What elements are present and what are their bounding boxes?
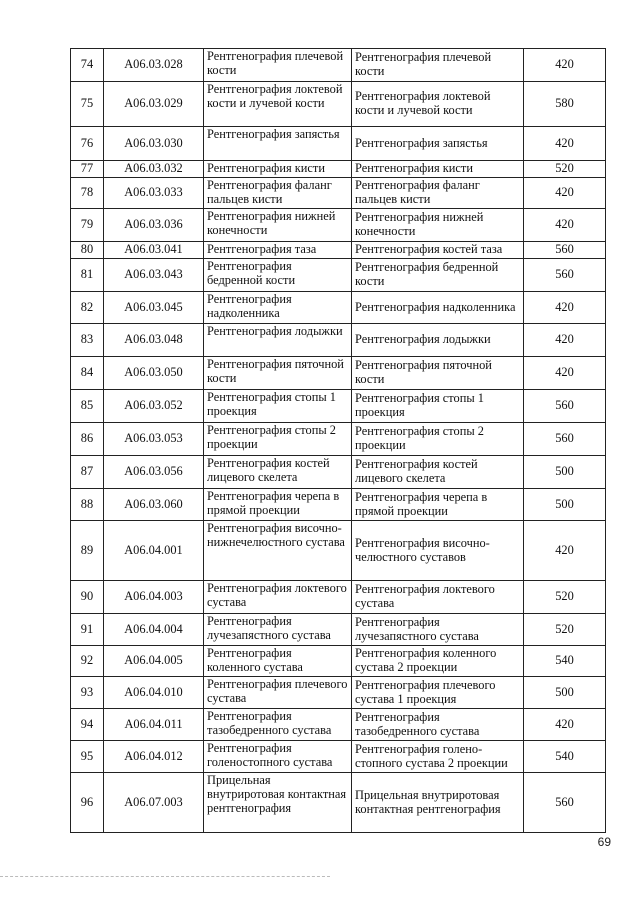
service-code-cell: A06.03.060 xyxy=(104,489,204,521)
service-description-cell: Рентгенография стопы 2 проекции xyxy=(352,423,524,456)
service-description-cell: Рентгенография кисти xyxy=(352,161,524,178)
table-row xyxy=(71,242,606,259)
price-cell: 500 xyxy=(524,456,606,489)
service-name-cell: Рентгенография тазобедренного сустава xyxy=(204,709,352,741)
service-description-cell: Рентгенография костей лицевого скелета xyxy=(352,456,524,489)
service-description-cell: Рентгенография коленного сустава 2 проекции xyxy=(352,646,524,677)
table-row xyxy=(71,209,606,242)
table-row xyxy=(71,489,606,521)
row-number-cell: 84 xyxy=(71,357,104,390)
row-number-cell: 95 xyxy=(71,741,104,773)
service-description-cell: Рентгенография голено-стопного сустава 2 проекции xyxy=(352,741,524,773)
table-row xyxy=(71,423,606,456)
service-description-cell: Рентгенография лучезапястного сустава xyxy=(352,614,524,646)
service-code-cell: A06.03.041 xyxy=(104,242,204,259)
table-row xyxy=(71,390,606,423)
service-code-cell: A06.03.028 xyxy=(104,49,204,82)
row-number-cell: 82 xyxy=(71,292,104,324)
service-name-cell: Рентгенография надколенника xyxy=(204,292,352,324)
service-code-cell: A06.03.052 xyxy=(104,390,204,423)
service-name-cell: Рентгенография лучезапястного сустава xyxy=(204,614,352,646)
service-code-cell: A06.04.012 xyxy=(104,741,204,773)
service-description-cell: Рентгенография нижней конечности xyxy=(352,209,524,242)
table-row xyxy=(71,456,606,489)
price-cell: 500 xyxy=(524,489,606,521)
row-number-cell: 93 xyxy=(71,677,104,709)
price-cell: 560 xyxy=(524,259,606,292)
service-code-cell: A06.07.003 xyxy=(104,773,204,833)
price-cell: 420 xyxy=(524,49,606,82)
service-code-cell: A06.04.010 xyxy=(104,677,204,709)
row-number-cell: 75 xyxy=(71,82,104,127)
table-row xyxy=(71,49,606,82)
service-code-cell: A06.03.032 xyxy=(104,161,204,178)
service-name-cell: Рентгенография голеностопного сустава xyxy=(204,741,352,773)
service-code-cell: A06.04.004 xyxy=(104,614,204,646)
table-row xyxy=(71,614,606,646)
service-code-cell: A06.03.048 xyxy=(104,324,204,357)
service-code-cell: A06.03.045 xyxy=(104,292,204,324)
table-body xyxy=(71,49,606,833)
service-code-cell: A06.03.033 xyxy=(104,178,204,209)
service-description-cell: Рентгенография плечевой кости xyxy=(352,49,524,82)
service-code-cell: A06.03.043 xyxy=(104,259,204,292)
service-description-cell: Прицельная внутриротовая контактная рентгенография xyxy=(352,773,524,833)
service-name-cell: Рентгенография лодыжки xyxy=(204,324,352,357)
service-code-cell: A06.03.030 xyxy=(104,127,204,161)
service-name-cell: Рентгенография плечевой кости xyxy=(204,49,352,82)
service-code-cell: A06.03.029 xyxy=(104,82,204,127)
table-row xyxy=(71,521,606,581)
row-number-cell: 76 xyxy=(71,127,104,161)
table-row xyxy=(71,161,606,178)
row-number-cell: 85 xyxy=(71,390,104,423)
service-name-cell: Рентгенография локтевого сустава xyxy=(204,581,352,614)
row-number-cell: 90 xyxy=(71,581,104,614)
page-number: 69 xyxy=(597,835,611,849)
table-row xyxy=(71,773,606,833)
row-number-cell: 89 xyxy=(71,521,104,581)
service-name-cell: Прицельная внутриротовая контактная рентгенография xyxy=(204,773,352,833)
row-number-cell: 88 xyxy=(71,489,104,521)
price-cell: 560 xyxy=(524,390,606,423)
service-description-cell: Рентгенография пяточной кости xyxy=(352,357,524,390)
price-cell: 580 xyxy=(524,82,606,127)
service-name-cell: Рентгенография височно-нижнечелюстного сустава xyxy=(204,521,352,581)
service-code-cell: A06.03.036 xyxy=(104,209,204,242)
service-name-cell: Рентгенография фаланг пальцев кисти xyxy=(204,178,352,209)
service-description-cell: Рентгенография бедренной кости xyxy=(352,259,524,292)
price-cell: 520 xyxy=(524,581,606,614)
price-cell: 500 xyxy=(524,677,606,709)
price-cell: 520 xyxy=(524,614,606,646)
scan-edge-divider xyxy=(0,876,330,877)
price-cell: 540 xyxy=(524,741,606,773)
service-description-cell: Рентгенография локтевой кости и лучевой кости xyxy=(352,82,524,127)
service-description-cell: Рентгенография надколенника xyxy=(352,292,524,324)
service-name-cell: Рентгенография стопы 2 проекции xyxy=(204,423,352,456)
table-row xyxy=(71,178,606,209)
service-name-cell: Рентгенография плечевого сустава xyxy=(204,677,352,709)
service-description-cell: Рентгенография черепа в прямой проекции xyxy=(352,489,524,521)
row-number-cell: 87 xyxy=(71,456,104,489)
row-number-cell: 91 xyxy=(71,614,104,646)
table-row xyxy=(71,292,606,324)
service-name-cell: Рентгенография костей лицевого скелета xyxy=(204,456,352,489)
price-cell: 560 xyxy=(524,423,606,456)
table-row xyxy=(71,741,606,773)
table-row xyxy=(71,581,606,614)
table-row xyxy=(71,82,606,127)
row-number-cell: 81 xyxy=(71,259,104,292)
service-description-cell: Рентгенография локтевого сустава xyxy=(352,581,524,614)
table-row xyxy=(71,127,606,161)
price-cell: 420 xyxy=(524,324,606,357)
table-row xyxy=(71,646,606,677)
service-name-cell: Рентгенография запястья xyxy=(204,127,352,161)
table-row xyxy=(71,357,606,390)
service-code-cell: A06.03.056 xyxy=(104,456,204,489)
service-name-cell: Рентгенография локтевой кости и лучевой кости xyxy=(204,82,352,127)
table-row xyxy=(71,324,606,357)
service-name-cell: Рентгенография черепа в прямой проекции xyxy=(204,489,352,521)
service-code-cell: A06.04.011 xyxy=(104,709,204,741)
service-description-cell: Рентгенография запястья xyxy=(352,127,524,161)
table-row xyxy=(71,677,606,709)
price-cell: 560 xyxy=(524,242,606,259)
service-name-cell: Рентгенография таза xyxy=(204,242,352,259)
service-name-cell: Рентгенография коленного сустава xyxy=(204,646,352,677)
price-cell: 540 xyxy=(524,646,606,677)
service-description-cell: Рентгенография костей таза xyxy=(352,242,524,259)
service-description-cell: Рентгенография плечевого сустава 1 проекция xyxy=(352,677,524,709)
price-cell: 420 xyxy=(524,127,606,161)
table-row xyxy=(71,259,606,292)
row-number-cell: 83 xyxy=(71,324,104,357)
service-description-cell: Рентгенография височно-челюстного суставов xyxy=(352,521,524,581)
service-description-cell: Рентгенография лодыжки xyxy=(352,324,524,357)
service-code-cell: A06.04.001 xyxy=(104,521,204,581)
table-row xyxy=(71,709,606,741)
price-cell: 420 xyxy=(524,357,606,390)
price-list-table xyxy=(70,48,606,833)
row-number-cell: 86 xyxy=(71,423,104,456)
service-code-cell: A06.04.005 xyxy=(104,646,204,677)
service-description-cell: Рентгенография стопы 1 проекция xyxy=(352,390,524,423)
price-cell: 420 xyxy=(524,521,606,581)
service-code-cell: A06.04.003 xyxy=(104,581,204,614)
price-cell: 520 xyxy=(524,161,606,178)
service-description-cell: Рентгенография фаланг пальцев кисти xyxy=(352,178,524,209)
service-name-cell: Рентгенография нижней конечности xyxy=(204,209,352,242)
price-cell: 420 xyxy=(524,292,606,324)
service-code-cell: A06.03.050 xyxy=(104,357,204,390)
row-number-cell: 77 xyxy=(71,161,104,178)
row-number-cell: 96 xyxy=(71,773,104,833)
row-number-cell: 79 xyxy=(71,209,104,242)
service-name-cell: Рентгенография кисти xyxy=(204,161,352,178)
row-number-cell: 80 xyxy=(71,242,104,259)
price-cell: 420 xyxy=(524,178,606,209)
service-code-cell: A06.03.053 xyxy=(104,423,204,456)
service-name-cell: Рентгенография стопы 1 проекция xyxy=(204,390,352,423)
row-number-cell: 78 xyxy=(71,178,104,209)
price-cell: 420 xyxy=(524,709,606,741)
row-number-cell: 74 xyxy=(71,49,104,82)
price-cell: 560 xyxy=(524,773,606,833)
service-name-cell: Рентгенография пяточной кости xyxy=(204,357,352,390)
row-number-cell: 92 xyxy=(71,646,104,677)
row-number-cell: 94 xyxy=(71,709,104,741)
price-cell: 420 xyxy=(524,209,606,242)
service-name-cell: Рентгенография бедренной кости xyxy=(204,259,352,292)
service-description-cell: Рентгенография тазобедренного сустава xyxy=(352,709,524,741)
